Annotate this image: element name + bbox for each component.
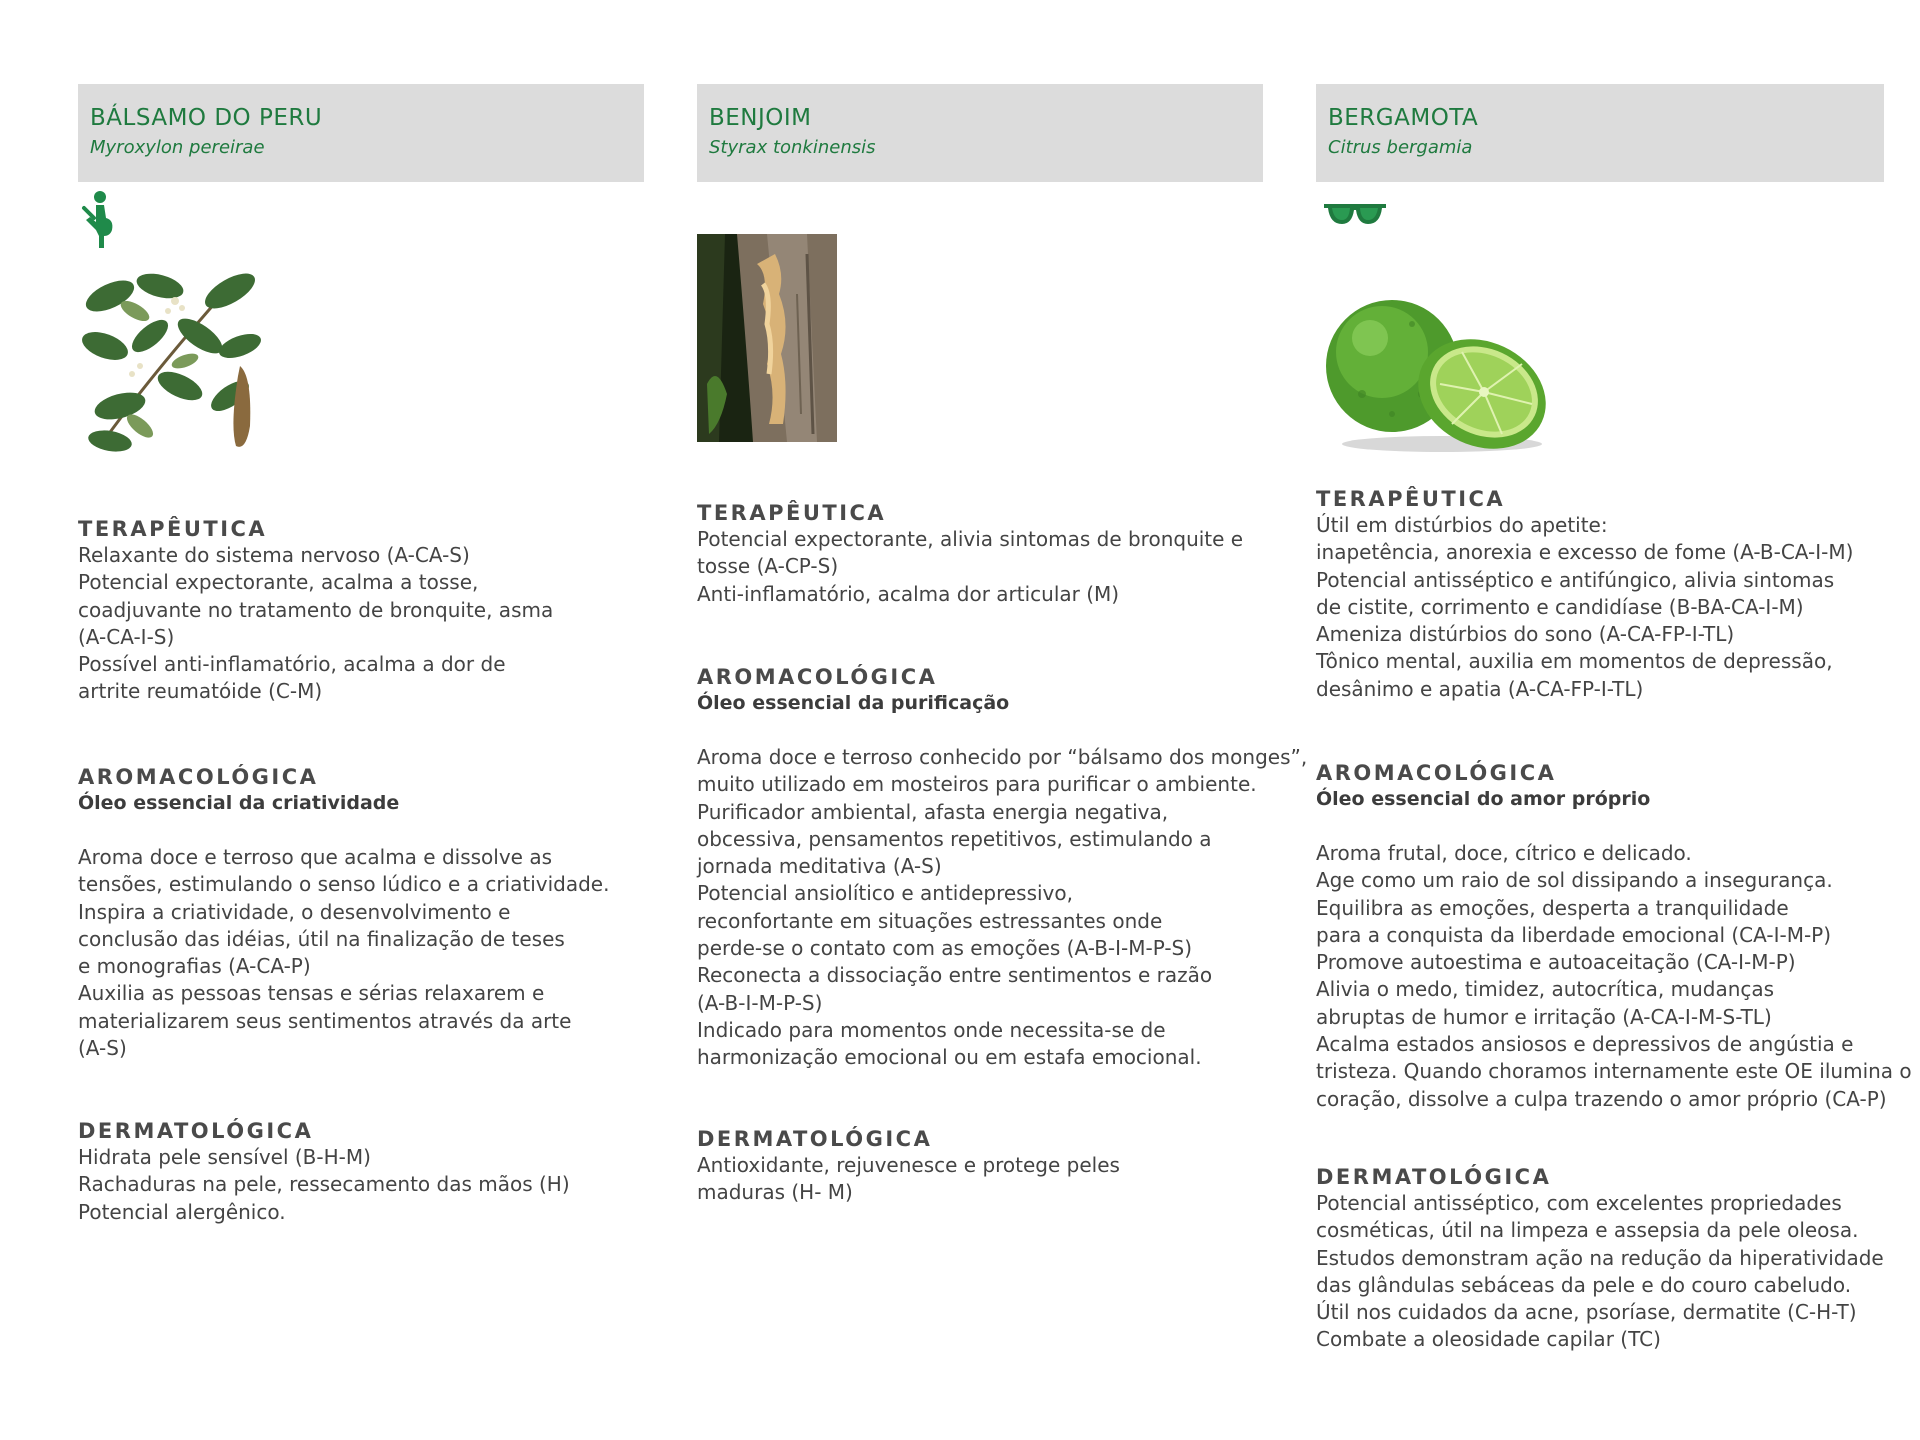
section-title: DERMATOLÓGICA [78, 1119, 314, 1143]
text-line: Reconecta a dissociação entre sentimentos e razão [697, 963, 1213, 988]
text-line: coração, dissolve a culpa trazendo o amor próprio (CA-P) [1316, 1086, 1887, 1111]
oil-header [78, 84, 644, 182]
balsam-plant-illustration [80, 266, 268, 456]
oil-name: BENJOIM [709, 105, 812, 131]
text-line: Útil nos cuidados da acne, psoríase, dermatite (C-H-T) [1316, 1300, 1857, 1325]
section-text [1316, 840, 1912, 1113]
text-line: Estudos demonstram ação na redução da hiperatividade [1316, 1245, 1884, 1270]
section-title: TERAPÊUTICA [697, 501, 887, 525]
text-line: Indicado para momentos onde necessita-se de [697, 1017, 1166, 1042]
dermatologica-section [78, 1118, 644, 1226]
text-line: Age como um raio de sol dissipando a insegurança. [1316, 868, 1833, 893]
section-subtitle: Óleo essencial do amor próprio [1316, 788, 1651, 810]
text-line: conclusão das idéias, útil na finalização de teses [78, 926, 565, 951]
text-line: Aroma doce e terroso conhecido por “bálsamo dos monges”, [697, 745, 1308, 769]
text-line: desânimo e apatia (A-CA-FP-I-TL) [1316, 676, 1644, 701]
text-line: inapetência, anorexia e excesso de fome (A-B-CA-I-M) [1316, 540, 1854, 565]
dermatologica-section [1316, 1164, 1884, 1354]
section-title: DERMATOLÓGICA [697, 1127, 933, 1151]
section-title: AROMACOLÓGICA [697, 665, 938, 689]
text-line: perde-se o contato com as emoções (A-B-I-M-P-S) [697, 936, 1193, 961]
text-line: Equilibra as emoções, desperta a tranquilidade [1316, 895, 1789, 920]
text-line: Possível anti-inflamatório, acalma a dor de [78, 652, 506, 677]
column-balsamo [78, 84, 644, 1244]
text-line: das glândulas sebáceas da pele e do couro cabeludo. [1316, 1272, 1852, 1297]
section-title: DERMATOLÓGICA [1316, 1165, 1552, 1189]
text-line: (A-S) [78, 1036, 127, 1061]
sunglasses-icon [1322, 198, 1388, 228]
section-title: TERAPÊUTICA [78, 517, 268, 541]
aromacologica-section [697, 664, 1308, 1072]
text-line: artrite reumatóide (C-M) [78, 679, 323, 704]
oil-latin-name: Styrax tonkinensis [709, 137, 876, 158]
section-text [78, 542, 644, 706]
oil-name: BÁLSAMO DO PERU [90, 105, 323, 131]
text-line: Aroma frutal, doce, cítrico e delicado. [1316, 841, 1692, 865]
text-line: tensões, estimulando o senso lúdico e a criatividade. [78, 872, 610, 897]
bergamot-fruit-photo [1322, 294, 1552, 454]
text-line: Combate a oleosidade capilar (TC) [1316, 1327, 1661, 1352]
text-line: Potencial expectorante, acalma a tosse, [78, 570, 479, 595]
text-line: Antioxidante, rejuvenesce e protege peles [697, 1153, 1120, 1177]
text-line: (A-CA-I-S) [78, 624, 175, 649]
text-line: Tônico mental, auxilia em momentos de depressão, [1316, 649, 1833, 674]
section-title: AROMACOLÓGICA [78, 765, 319, 789]
dermatologica-section [697, 1126, 1263, 1207]
terapeutica-section [1316, 486, 1884, 703]
text-line: jornada meditativa (A-S) [697, 854, 942, 879]
text-line: reconfortante em situações estressantes onde [697, 908, 1163, 933]
text-line: para a conquista da liberdade emocional (CA-I-M-P) [1316, 922, 1832, 947]
text-line: materializarem seus sentimentos através da arte [78, 1008, 572, 1033]
section-text [78, 844, 644, 1062]
text-line: Alivia o medo, timidez, autocrítica, mudanças [1316, 977, 1775, 1002]
terapeutica-section [78, 516, 644, 706]
text-line: Inspira a criatividade, o desenvolvimento e [78, 899, 511, 924]
benzoin-resin-bark-photo [697, 234, 837, 442]
text-line: maduras (H- M) [697, 1180, 853, 1205]
oil-header [1316, 84, 1884, 182]
text-line: Potencial ansiolítico e antidepressivo, [697, 881, 1073, 906]
text-line: Relaxante do sistema nervoso (A-CA-S) [78, 543, 470, 567]
text-line: Potencial expectorante, alivia sintomas de bronquite e [697, 527, 1244, 551]
section-title: TERAPÊUTICA [1316, 487, 1506, 511]
section-title: AROMACOLÓGICA [1316, 761, 1557, 785]
text-line: Aroma doce e terroso que acalma e dissolve as [78, 845, 553, 869]
section-text [1316, 1190, 1884, 1354]
text-line: (A-B-I-M-P-S) [697, 990, 823, 1015]
text-line: muito utilizado em mosteiros para purificar o ambiente. [697, 772, 1257, 797]
oil-latin-name: Myroxylon pereirae [90, 137, 265, 158]
text-line: de cistite, corrimento e candidíase (B-BA-CA-I-M) [1316, 594, 1804, 619]
text-line: Purificador ambiental, afasta energia negativa, [697, 799, 1169, 824]
text-line: cosméticas, útil na limpeza e assepsia da pele oleosa. [1316, 1218, 1859, 1243]
terapeutica-section [697, 500, 1263, 608]
section-text [697, 1152, 1263, 1207]
oil-header [697, 84, 1263, 182]
section-text [1316, 512, 1884, 703]
text-line: harmonização emocional ou em estafa emocional. [697, 1045, 1202, 1070]
text-line: obcessiva, pensamentos repetitivos, estimulando a [697, 826, 1212, 851]
text-line: Acalma estados ansiosos e depressivos de angústia e [1316, 1032, 1854, 1057]
text-line: Promove autoestima e autoaceitação (CA-I-M-P) [1316, 950, 1796, 975]
text-line: Útil em distúrbios do apetite: [1316, 513, 1608, 537]
pregnant-woman-icon [78, 190, 122, 250]
text-line: Potencial antisséptico, com excelentes propriedades [1316, 1191, 1842, 1215]
section-text [78, 1144, 644, 1226]
text-line: Potencial alergênico. [78, 1199, 286, 1224]
section-text [697, 744, 1308, 1072]
text-line: abruptas de humor e irritação (A-CA-I-M-S-TL) [1316, 1004, 1772, 1029]
section-text [697, 526, 1263, 608]
oil-latin-name: Citrus bergamia [1328, 137, 1473, 158]
text-line: tristeza. Quando choramos internamente este OE ilumina o [1316, 1059, 1912, 1084]
text-line: Rachaduras na pele, ressecamento das mãos (H) [78, 1172, 570, 1197]
text-line: tosse (A-CP-S) [697, 554, 839, 579]
section-subtitle: Óleo essencial da purificação [697, 692, 1010, 714]
column-benjoim [697, 84, 1308, 1244]
section-subtitle: Óleo essencial da criatividade [78, 792, 400, 814]
text-line: Anti-inflamatório, acalma dor articular (M) [697, 581, 1120, 606]
aromacologica-section [1316, 760, 1912, 1113]
text-line: Potencial antisséptico e antifúngico, alivia sintomas [1316, 567, 1835, 592]
oil-name: BERGAMOTA [1328, 105, 1479, 131]
text-line: Auxilia as pessoas tensas e sérias relaxarem e [78, 981, 545, 1006]
text-line: coadjuvante no tratamento de bronquite, asma [78, 597, 554, 622]
column-bergamota [1316, 84, 1912, 1374]
text-line: Hidrata pele sensível (B-H-M) [78, 1145, 371, 1169]
text-line: e monografias (A-CA-P) [78, 954, 311, 979]
text-line: Ameniza distúrbios do sono (A-CA-FP-I-TL) [1316, 622, 1735, 647]
aromacologica-section [78, 764, 644, 1062]
